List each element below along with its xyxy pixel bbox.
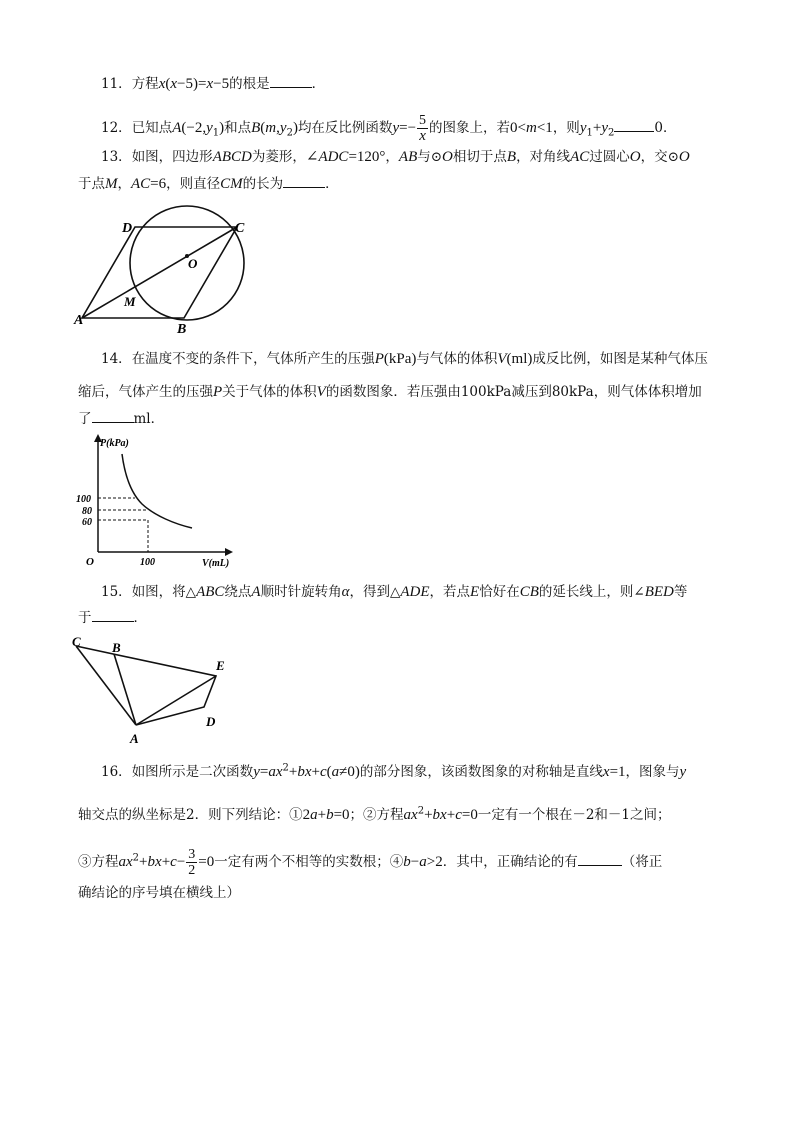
- label-B: B: [112, 640, 121, 655]
- tick-x-100: 100: [140, 557, 155, 568]
- label-C: C: [235, 221, 245, 236]
- label-D: D: [206, 714, 216, 729]
- question-16-line3: ③方程$ax^2+bx+c-$ $\frac{3}{2}$ =0一定有两个不相等的实数根；④b−a>2．其中，正确结论的有 （将正: [78, 847, 663, 878]
- origin-label: O: [86, 556, 94, 568]
- label-B: B: [177, 322, 187, 335]
- label-A: A: [130, 731, 139, 746]
- question-13-line2: 于点M，AC=6，则直径CM的长为 ．: [78, 176, 339, 192]
- rhombus-circle-figure: [72, 200, 262, 335]
- question-16-line1: 16．如图所示是二次函数$y=ax^2+bx+c(a\ne 0)$的部分图象，该函数图象的对称轴是直线x=1，图象与y: [101, 762, 687, 780]
- question-11: 11．方程x(x−5)=x−5的根是 ．: [101, 76, 326, 92]
- answer-blank[interactable]: [578, 853, 622, 866]
- x-axis-label: V(mL): [202, 558, 230, 569]
- pressure-volume-graph: [70, 432, 240, 572]
- label-M: M: [124, 294, 136, 309]
- y-axis-label: P(kPa): [100, 438, 129, 449]
- question-13-line1: 13．如图，四边形ABCD为菱形，∠ADC=120°，AB与⊙O相切于点B，对角线AC过圆心O，交⊙O: [101, 149, 690, 165]
- question-12: 12．已知点$A(-2,y_1)$和点$B(m,y_2)$均在反比例函数y=− $\frac{5}{x}$ 的图象上，若0<m<1，则$y_1+y_2$ 0．: [101, 113, 677, 144]
- label-D: D: [122, 221, 133, 236]
- question-16-line2: 轴交点的纵坐标是2．则下列结论：①2a+b=0；②方程$ax^2+bx+c=0$一定有一个根在－2和－1之间；: [78, 805, 671, 823]
- label-E: E: [216, 658, 225, 673]
- tick-100: 100: [76, 494, 91, 505]
- question-16-line4: 确结论的序号填在横线上）: [78, 885, 240, 901]
- label-A: A: [74, 313, 84, 328]
- question-15-line1: 15．如图，将△ABC绕点A顺时针旋转角α，得到△ADE，若点E恰好在CB的延长线上，则∠BED等: [101, 584, 688, 600]
- rotation-triangle-figure: [70, 632, 240, 750]
- answer-blank[interactable]: [270, 75, 312, 88]
- label-O: O: [188, 256, 198, 271]
- answer-blank[interactable]: [92, 609, 134, 622]
- answer-blank[interactable]: [92, 410, 134, 423]
- tick-80: 80: [82, 506, 92, 517]
- question-15-line2: 于 ．: [78, 610, 147, 626]
- question-14-line3: 了 ml．: [78, 411, 165, 427]
- answer-blank[interactable]: [614, 119, 654, 132]
- label-C: C: [72, 634, 81, 649]
- question-14-line1: 14．在温度不变的条件下，气体所产生的压强P(kPa)与气体的体积V(ml)成反比例，如图是某种气体压: [101, 351, 708, 367]
- answer-blank[interactable]: [283, 175, 325, 188]
- question-14-line2: 缩后，气体产生的压强P关于气体的体积V的函数图象．若压强由100kPa减压到80kPa，则气体体积增加: [78, 384, 702, 400]
- tick-60: 60: [82, 517, 92, 528]
